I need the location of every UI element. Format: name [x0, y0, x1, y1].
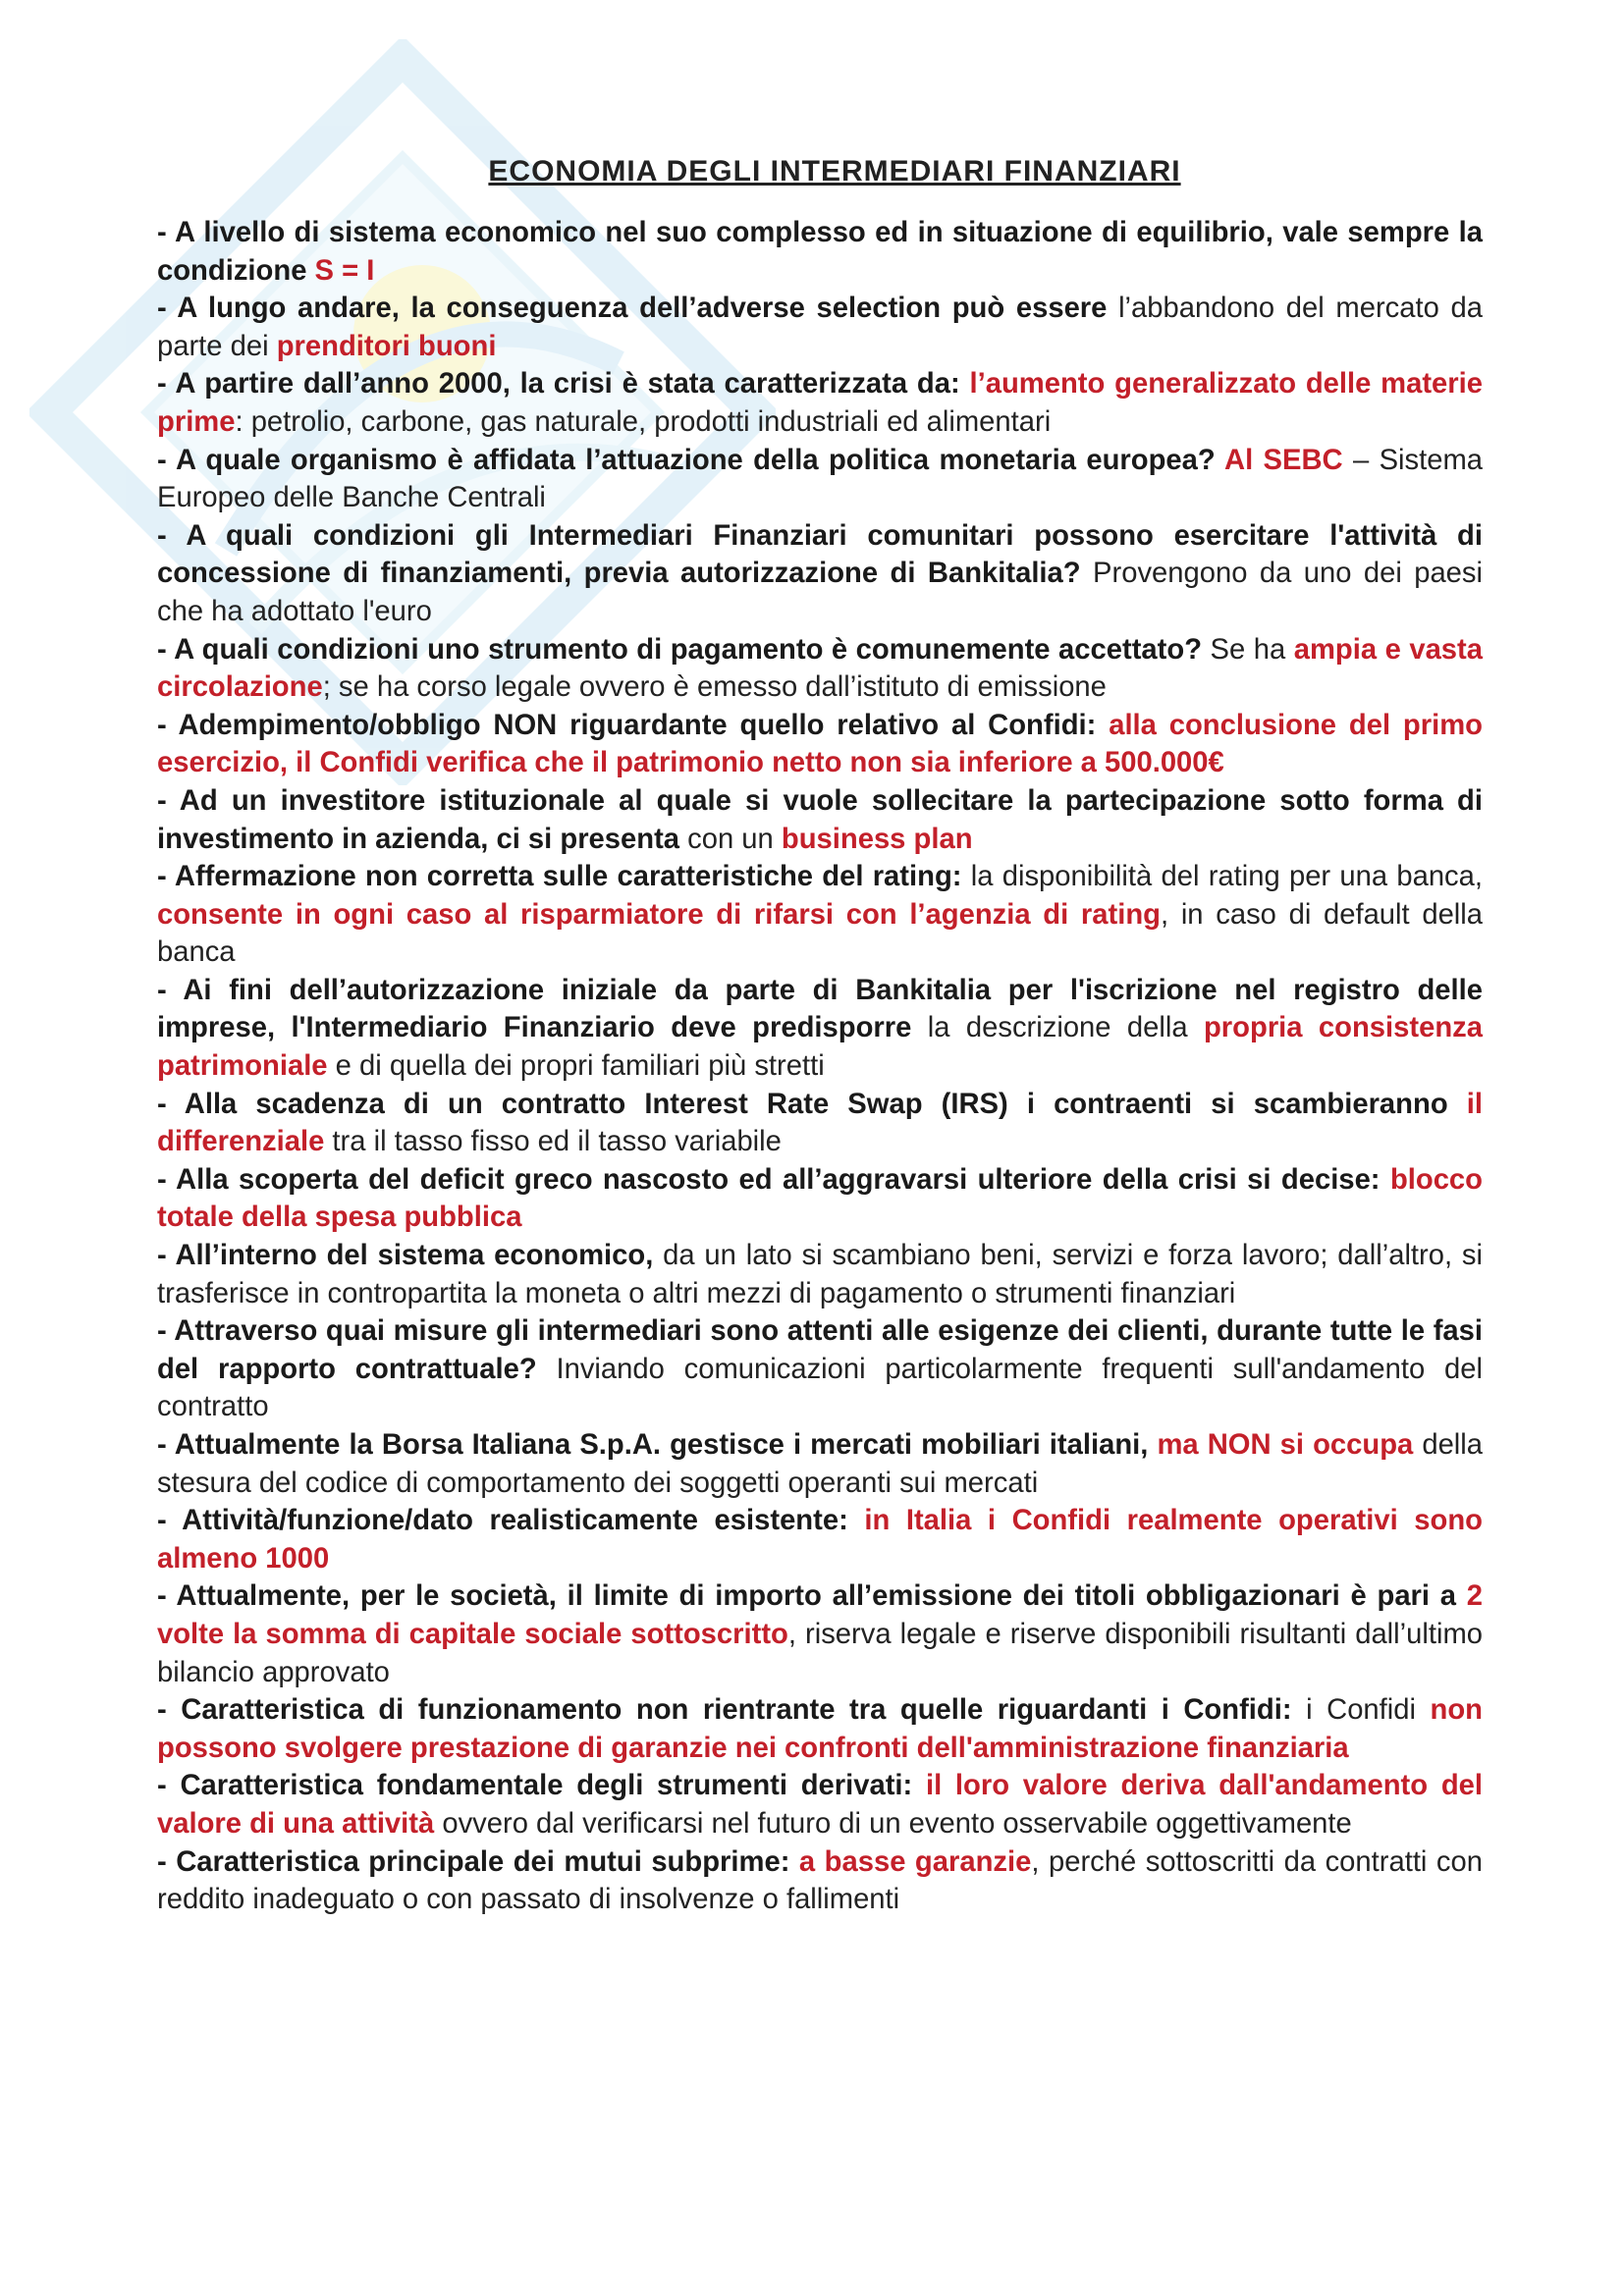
qa-item — [157, 1426, 1483, 1502]
qa-item — [157, 214, 1483, 290]
question-text: - Caratteristica di funzionamento non rientrante tra quelle riguardanti i Confidi: — [157, 1694, 1292, 1727]
page-title: ECONOMIA DEGLI INTERMEDIARI FINANZIARI — [488, 155, 1181, 187]
qa-item — [157, 1237, 1483, 1312]
answer-highlight: consente in ogni caso al risparmiatore di rifarsi con l’agenzia di rating — [157, 898, 1162, 931]
question-text: - Attualmente la Borsa Italiana S.p.A. gestisce i mercati mobiliari italiani, — [157, 1429, 1158, 1461]
answer-highlight: ampia e vasta circolazione — [157, 633, 1483, 704]
answer-tail-text: , riserva legale e riserve disponibili risultanti dall’ultimo bilancio approvato — [157, 1618, 1483, 1688]
qa-item — [157, 1767, 1483, 1842]
answer-highlight: a basse garanzie — [798, 1845, 1032, 1878]
answer-tail-text: : petrolio, carbone, gas naturale, prodotti industriali ed alimentari — [235, 405, 1052, 438]
answer-tail-text: ovvero dal verificarsi nel futuro di un evento osservabile oggettivamente — [434, 1807, 1352, 1840]
answer-tail-text: – Sistema Europeo delle Banche Centrali — [157, 444, 1483, 514]
qa-item — [157, 1161, 1483, 1237]
question-text: - Attraverso quai misure gli intermediari sono attenti alle esigenze dei clienti, durante tutte le fasi del rapporto contrattuale? — [157, 1315, 1483, 1385]
qa-item — [157, 1691, 1483, 1767]
answer-highlight: 2 volte la somma di capitale sociale sottoscritto — [157, 1580, 1483, 1650]
question-text: - A partire dall’anno 2000, la crisi è stata caratterizzata da: — [157, 368, 970, 400]
answer-lead-text: Se ha — [1202, 633, 1294, 666]
document-content — [157, 155, 1483, 1919]
answer-highlight: blocco totale della spesa pubblica — [157, 1163, 1483, 1234]
qa-item — [157, 972, 1483, 1086]
answer-highlight: non possono svolgere prestazione di garanzie nei confronti dell'amministrazione finanziaria — [157, 1694, 1483, 1764]
answer-tail-text: da un lato si scambiano beni, servizi e forza lavoro; dall’altro, si trasferisce in contropartita la moneta o altri mezzi di pagamento o strumenti finanziari — [157, 1240, 1484, 1309]
answer-highlight: il differenziale — [157, 1088, 1483, 1158]
question-text: - Attività/funzione/dato realisticamente esistente: — [157, 1505, 865, 1537]
answer-highlight: propria consistenza patrimoniale — [157, 1012, 1483, 1083]
question-text: - A quali condizioni uno strumento di pagamento è comunemente accettato? — [157, 633, 1203, 666]
answer-lead-text: la descrizione della — [911, 1012, 1204, 1044]
answer-tail-text: , in caso di default della banca — [157, 898, 1483, 969]
answer-tail-text: Provengono da uno dei paesi che ha adottato l'euro — [157, 558, 1483, 627]
qa-item — [157, 1843, 1483, 1919]
answer-lead-text: i Confidi — [1291, 1694, 1431, 1727]
answer-highlight: S = I — [314, 254, 375, 287]
answer-highlight: in Italia i Confidi realmente operativi sono almeno 1000 — [157, 1505, 1483, 1575]
answer-highlight: business plan — [781, 823, 973, 855]
question-text: - Adempimento/obbligo NON riguardante quello relativo al Confidi: — [157, 709, 1110, 741]
answer-tail-text: , perché sottoscritti da contratti con reddito inadeguato o con passato di insolvenze o fallimenti — [157, 1845, 1483, 1916]
question-text: - Ai fini dell’autorizzazione iniziale da parte di Bankitalia per l'iscrizione nel registro delle imprese, l'Intermediario Finanziario deve predisporre — [157, 974, 1483, 1044]
qa-item — [157, 1502, 1483, 1577]
answer-highlight: ma NON si occupa — [1157, 1429, 1414, 1461]
answer-lead-text: con un — [687, 823, 782, 855]
question-text: - Ad un investitore istituzionale al quale si vuole sollecitare la partecipazione sotto forma di investimento in azienda, ci si presenta — [157, 784, 1483, 855]
answer-tail-text: della stesura del codice di comportamento dei soggetti operanti sui mercati — [157, 1429, 1484, 1499]
qa-item — [157, 782, 1483, 858]
question-text: - All’interno del sistema economico, — [157, 1240, 654, 1272]
qa-item — [157, 365, 1483, 441]
answer-highlight: alla conclusione del primo esercizio, il Confidi verifica che il patrimonio netto non sia inferiore a 500.000€ — [157, 709, 1483, 779]
question-text: - A quali condizioni gli Intermediari Finanziari comunitari possono esercitare l'attività di concessione di finanziamenti, previa autorizzazione di Bankitalia? — [157, 519, 1483, 590]
qa-item — [157, 290, 1483, 365]
answer-lead-text: la disponibilità del rating per una banca, — [961, 861, 1483, 893]
question-text: - A lungo andare, la conseguenza dell’adverse selection può essere — [157, 293, 1108, 325]
question-text: - Caratteristica fondamentale degli strumenti derivati: — [157, 1770, 926, 1802]
question-text: - A quale organismo è affidata l’attuazione della politica monetaria europea? — [157, 444, 1224, 476]
qa-item — [157, 1312, 1483, 1426]
question-text: - Alla scadenza di un contratto Interest Rate Swap (IRS) i contraenti si scambieranno — [157, 1088, 1467, 1120]
answer-lead-text: l’abbandono del mercato da parte dei — [157, 293, 1483, 362]
answer-tail-text: e di quella dei propri familiari più stretti — [327, 1050, 825, 1083]
question-text: - A livello di sistema economico nel suo complesso ed in situazione di equilibrio, vale sempre la condizione — [157, 217, 1483, 287]
answer-highlight: Al SEBC — [1223, 444, 1343, 476]
qa-item — [157, 442, 1483, 517]
qa-item — [157, 631, 1483, 707]
question-text: - Alla scoperta del deficit greco nascosto ed all’aggravarsi ulteriore della crisi si decise: — [157, 1163, 1390, 1196]
answer-tail-text: Inviando comunicazioni particolarmente frequenti sull'andamento del contratto — [157, 1353, 1483, 1423]
qa-item — [157, 858, 1483, 972]
answer-highlight: l’aumento generalizzato delle materie prime — [157, 368, 1483, 438]
qa-item — [157, 1086, 1483, 1161]
question-text: - Affermazione non corretta sulle caratteristiche del rating: — [157, 861, 962, 893]
answer-tail-text: ; se ha corso legale ovvero è emesso dall’istituto di emissione — [322, 671, 1107, 704]
qa-list — [157, 214, 1483, 1919]
answer-highlight: prenditori buoni — [276, 330, 497, 362]
question-text: - Caratteristica principale dei mutui subprime: — [157, 1845, 799, 1878]
qa-item — [157, 707, 1483, 782]
qa-item — [157, 517, 1483, 631]
answer-highlight: il loro valore deriva dall'andamento del valore di una attività — [157, 1770, 1483, 1840]
qa-item — [157, 1577, 1483, 1691]
question-text: - Attualmente, per le società, il limite di importo all’emissione dei titoli obbligazionari è pari a — [157, 1580, 1467, 1613]
answer-tail-text: tra il tasso fisso ed il tasso variabile — [324, 1126, 782, 1158]
